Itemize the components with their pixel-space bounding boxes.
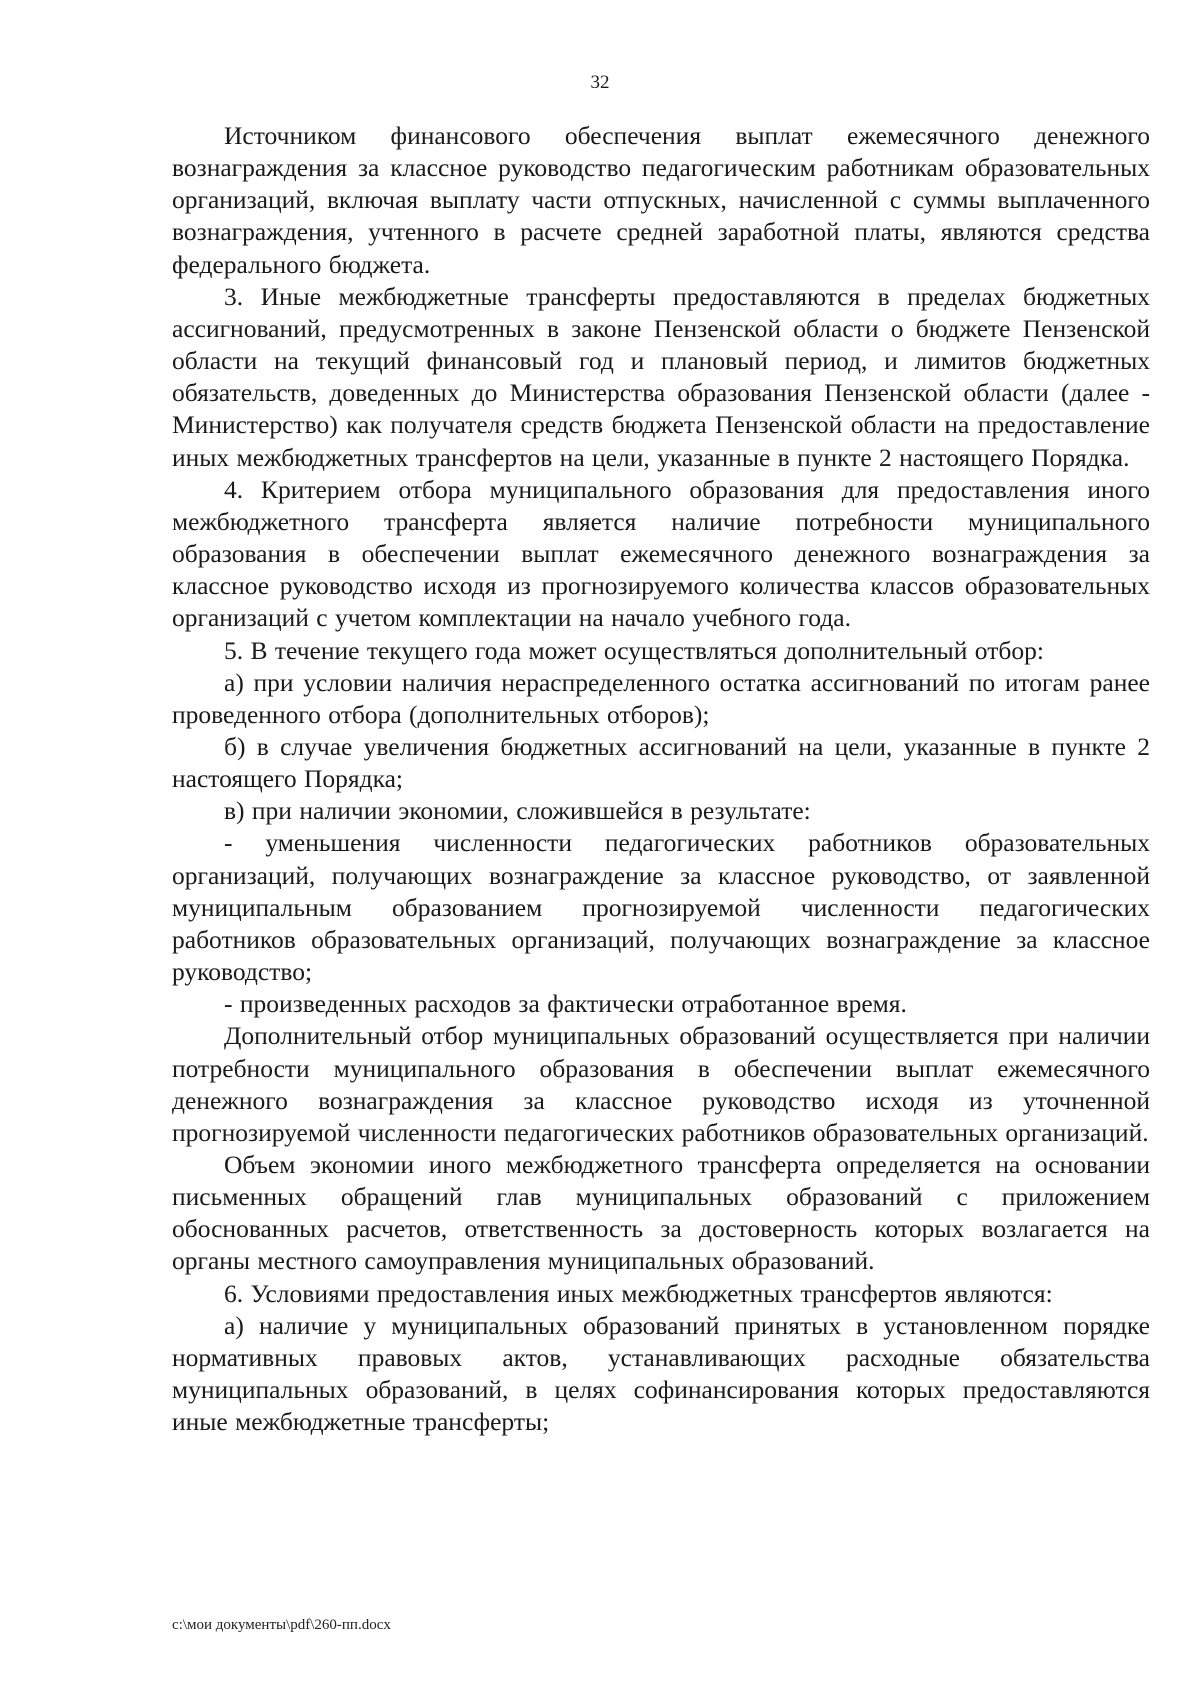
paragraph-item-6: 6. Условиями предоставления иных межбюджетных трансфертов являются: <box>224 1278 1053 1308</box>
paragraph-item-5: 5. В течение текущего года может осуществляться дополнительный отбор: <box>224 635 1044 665</box>
paragraph-item-3: 3. Иные межбюджетные трансферты предоставляются в пределах бюджетных ассигнований, предусмотренных в законе Пензенской области о бюджете Пензенской области на текущий финансовый год и плановый период, и лимитов бюджетных обязательств, доведенных до Министерства образования Пензенской области (далее - Министерство) как получателя средств бюджета Пензенской области на предоставление иных межбюджетных трансфертов на цели, указанные в пункте 2 настоящего Порядка. <box>172 281 1150 472</box>
paragraph-funding-source: Источником финансового обеспечения выплат ежемесячного денежного вознаграждения за классное руководство педагогическим работникам образовательных организаций, включая выплату части отпускных, начисленной с суммы выплаченного вознаграждения, учтенного в расчете средней заработной платы, являются средства федерального бюджета. <box>172 121 1150 279</box>
paragraph-dash-expenses: - произведенных расходов за фактически отработанное время. <box>224 989 907 1019</box>
page-number: 32 <box>590 72 610 93</box>
paragraph-item-6a: а) наличие у муниципальных образований принятых в установленном порядке нормативных правовых актов, устанавливающих расходные обязательства муниципальных образований, в целях софинансирования которых предоставляются иные межбюджетные трансферты; <box>172 1310 1150 1437</box>
paragraph-savings-volume: Объем экономии иного межбюджетного трансферта определяется на основании письменных обращений глав муниципальных образований с приложением обоснованных расчетов, ответственность за достоверность которых возлагается на органы местного самоуправления муниципальных образований. <box>172 1150 1150 1276</box>
document-body <box>172 120 1150 1438</box>
footer-file-path: c:\мои документы\pdf\260-пп.docx <box>172 1617 391 1633</box>
paragraph-additional-selection: Дополнительный отбор муниципальных образований осуществляется при наличии потребности муниципального образования в обеспечении выплат ежемесячного денежного вознаграждения за классное руководство исходя из уточненной прогнозируемой численности педагогических работников образовательных организаций. <box>172 1021 1150 1147</box>
paragraph-item-4: 4. Критерием отбора муниципального образования для предоставления иного межбюджетного трансферта является наличие потребности муниципального образования в обеспечении выплат ежемесячного денежного вознаграждения за классное руководство исходя из прогнозируемого количества классов образовательных организаций с учетом комплектации на начало учебного года. <box>172 474 1150 633</box>
paragraph-item-5v: в) при наличии экономии, сложившейся в результате: <box>224 796 811 826</box>
paragraph-dash-reduction: - уменьшения численности педагогических работников образовательных организаций, получающих вознаграждение за классное руководство, от заявленной муниципальным образованием прогнозируемой численности педагогических работников образовательных организаций, получающих вознаграждение за классное руководство; <box>172 828 1150 987</box>
paragraph-item-5a: а) при условии наличия нераспределенного остатка ассигнований по итогам ранее проведенного отбора (дополнительных отборов); <box>172 667 1150 729</box>
paragraph-item-5b: б) в случае увеличения бюджетных ассигнований на цели, указанные в пункте 2 настоящего Порядка; <box>172 731 1150 794</box>
